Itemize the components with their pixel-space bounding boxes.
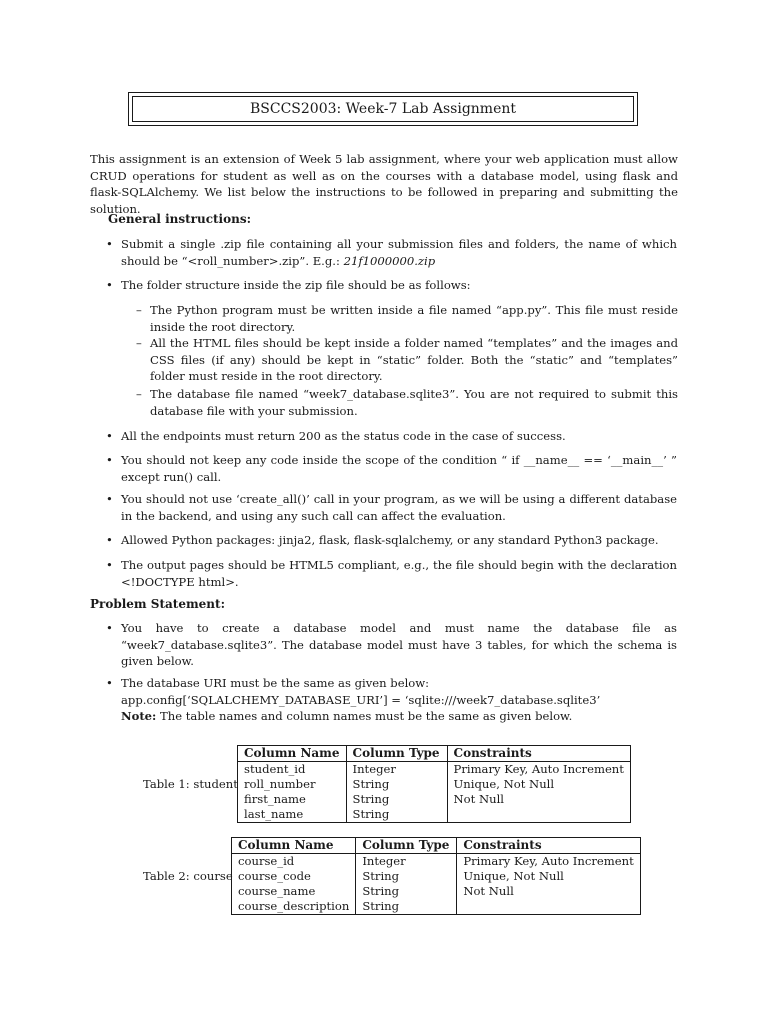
uri-intro: • The database URI must be the same as given below: [121, 676, 430, 690]
student-schema-table [237, 745, 631, 823]
table-cell: Unique, Not Null [447, 777, 630, 792]
note-label: Note: [121, 709, 157, 723]
table-cell: String [356, 899, 457, 915]
table-cell: last_name [238, 807, 347, 823]
table-cell: course_code [232, 869, 356, 884]
table-cell [457, 899, 640, 915]
page-title: BSCCS2003: Week-7 Lab Assignment [132, 96, 634, 122]
table-cell: Integer [346, 762, 447, 778]
table-cell: Unique, Not Null [457, 869, 640, 884]
title-box [128, 92, 638, 126]
table-cell: String [356, 884, 457, 899]
header-cell: Column Type [356, 838, 457, 854]
bullet-database-model: • You have to create a database model and must name the database file as “week7_database.sqlite3”. The database model must have 3 tables, for which the schema is given below. [121, 620, 677, 670]
table-row [238, 807, 631, 823]
table-row [238, 762, 631, 778]
table-row [238, 792, 631, 807]
sub-bullet-database-file: – The database file named “week7_database.sqlite3”. You are not required to submit this database file with your submission. [150, 386, 678, 419]
table-cell: course_id [232, 854, 356, 870]
header-cell: Constraints [457, 838, 640, 854]
header-cell: Constraints [447, 746, 630, 762]
header-cell: Column Type [346, 746, 447, 762]
table-cell: first_name [238, 792, 347, 807]
table-cell: course_description [232, 899, 356, 915]
table-cell: roll_number [238, 777, 347, 792]
table-1-label: Table 1: student [143, 777, 238, 791]
table-cell: Not Null [447, 792, 630, 807]
table-header-row [238, 746, 631, 762]
uri-note [121, 708, 677, 725]
uri-code: app.config[‘SQLALCHEMY_DATABASE_URI’] = ‘sqlite:///week7_database.sqlite3’ [121, 692, 601, 707]
general-instructions-heading: General instructions: [108, 212, 252, 226]
bullet-status-code: • All the endpoints must return 200 as the status code in the case of success. [121, 428, 677, 445]
bullet-main-condition: • You should not keep any code inside the scope of the condition “ if __name__ == ‘__main__’ ” except run() call. [121, 452, 677, 485]
table-row [232, 899, 641, 915]
header-cell: Column Name [232, 838, 356, 854]
header-cell: Column Name [238, 746, 347, 762]
table-cell: String [346, 792, 447, 807]
table-cell [447, 807, 630, 823]
bullet-folder-structure: • The folder structure inside the zip file should be as follows: [121, 277, 677, 294]
table-cell: Primary Key, Auto Increment [457, 854, 640, 870]
table-cell: course_name [232, 884, 356, 899]
table-cell: String [346, 807, 447, 823]
intro-paragraph: This assignment is an extension of Week 5 lab assignment, where your web application must allow CRUD operations for student as well as on the courses with a database model, using flask and flask-SQLAlchemy. We list below the instructions to be followed in preparing and submitting the solution. [90, 152, 678, 216]
bullet-packages: • Allowed Python packages: jinja2, flask, flask-sqlalchemy, or any standard Python3 package. [121, 532, 677, 549]
table-header-row [232, 838, 641, 854]
table-cell: student_id [238, 762, 347, 778]
note-text: The table names and column names must be the same as given below. [156, 709, 573, 723]
sub-bullet-templates: – All the HTML files should be kept inside a folder named “templates” and the images and CSS files (if any) should be kept in “static” folder. Both the “static” and “templates” folder must reside in the root directory. [150, 335, 678, 385]
course-schema-table [231, 837, 641, 915]
table-2-label: Table 2: course [143, 869, 233, 883]
table-cell: Integer [356, 854, 457, 870]
problem-statement-heading: Problem Statement: [90, 597, 225, 611]
zip-example: 21f1000000.zip [343, 253, 436, 268]
table-cell: Not Null [457, 884, 640, 899]
bullet-zip-text: Submit a single .zip file containing all your submission files and folders, the name of which should be “<roll_number>.zip”. E.g.: [121, 237, 677, 268]
table-row [232, 869, 641, 884]
bullet-zip [121, 236, 677, 269]
table-row [238, 777, 631, 792]
bullet-database-uri [121, 675, 677, 725]
sub-bullet-app-py: – The Python program must be written inside a file named “app.py”. This file must reside inside the root directory. [150, 302, 678, 335]
table-cell: String [346, 777, 447, 792]
table-row [232, 854, 641, 870]
table-cell: String [356, 869, 457, 884]
bullet-create-all: • You should not use ‘create_all()’ call in your program, as we will be using a different database in the backend, and using any such call can affect the evaluation. [121, 491, 677, 524]
table-cell: Primary Key, Auto Increment [447, 762, 630, 778]
table-row [232, 884, 641, 899]
bullet-html5: • The output pages should be HTML5 compliant, e.g., the file should begin with the declaration <!DOCTYPE html>. [121, 557, 677, 590]
